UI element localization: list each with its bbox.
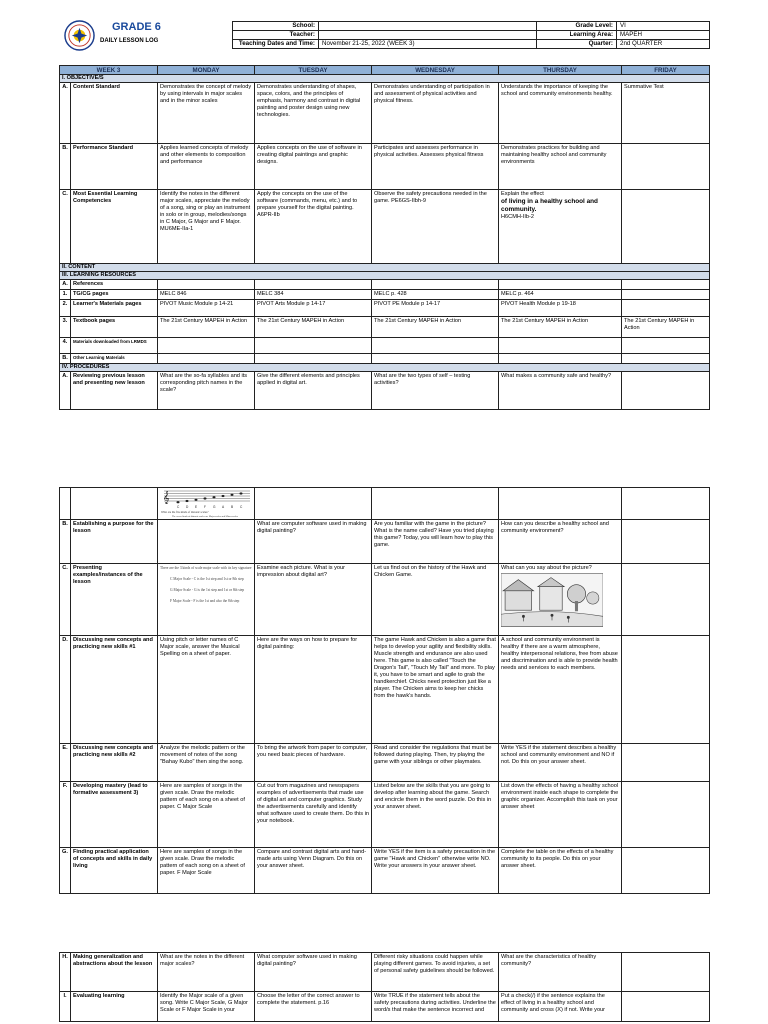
table-row: H. Making generalization and abstractions about the lesson What are the notes in the different major scales? What computer software used in making digital painting? Different risky situations could happen while playing different games. To avoid injuries, a set of personal safety guidelines should be followed. What are the characteristics of healthy community?	[60, 953, 710, 992]
table-row: A. Reviewing previous lesson and presenting new lesson What are the so-fa syllables and its corresponding pitch names in the scale? Give the different elements and principles applied in digital art. What are the two types of self – testing activities? What makes a community safe and healthy?	[60, 372, 710, 410]
table-row: 4. Materials downloaded from LRMDS	[60, 338, 710, 354]
staff-note	[195, 499, 198, 501]
table-row: B. Other Learning Materials	[60, 354, 710, 364]
area-value: MAPEH	[617, 31, 710, 40]
table-row: D. Discussing new concepts and practicing new skills #1 Using pitch or letter names of C Major scale, answer the Musical Spelling on a sheet of paper. Here are the ways on how to prepare for digital painting: The game Hawk and Chicken is also a game that helps to develop your agility and flexibility skills. Muscle strength and endurance are also used here. This game is also called "Touch the Dragon's Tail", "Touch My Tail" and more. To play it, you have to be smart and agile to grab the handkerchief. Chicks need protection just like a player. The Chicken aims to keep her chicks from the hawk's hands. A school and community environment is healthy if there are a warm atmosphere, healthy interpersonal relations, free from abuse and discrimination and is able to provide health needs and services to each members.	[60, 636, 710, 744]
quarter-label: Quarter:	[537, 40, 617, 49]
section-content: II. CONTENT	[60, 264, 710, 272]
school-value	[319, 22, 537, 31]
table-row: B. Performance Standard Applies learned concepts of melody and other elements to composition and performance Applies concepts on the use of software in creating digital paintings and graphic designs. Participates and assesses performance in physical activities. Assesses physical fitness Demonstrates practices for building and maintaining healthy school and community environments	[60, 144, 710, 190]
grade-level-value: VI	[617, 22, 710, 31]
staff-note-label: D	[186, 505, 189, 509]
table-row: C. Most Essential Learning Competencies Identify the notes in the different major scales, appreciate the melody of a song, sing or play an instrument in solo or in group, melodies/songs in C Major, G Major and F Major. MU6ME-IIa-1 Apply the concepts on the use of the software (commands, menu, etc.) and to prepare yourself for the digital painting. A6PR-IIb Observe the safety precautions needed in the game. PE6GS-IIbh-9 Explain the effect of living in a healthy school and community. H6CMH-IIb-2	[60, 190, 710, 264]
section-resources: III. LEARNING RESOURCES	[60, 272, 710, 280]
dates-label: Teaching Dates and Time:	[233, 40, 319, 49]
school-label: School:	[233, 22, 319, 31]
table-row: F. Developing mastery (lead to formative assessment 3) Here are samples of songs in the given scale. Draw the melodic pattern of each song on a sheet of paper. C Major Scale Cut out from magazines and newspapers examples of advertisements that made use of digital art and computer graphics. Study the advertisements carefully and identify what software used to create them. Do this in your notebook. Listed below are the skills that you are going to develop after learning about the game. Search and encircle them in the word puzzle. Do this in your answer sheet. List down the effects of having a healthy school environment inside each shape to complete the graphic organizer. Accomplish this task on your answer sheet	[60, 782, 710, 848]
table-row: C. Presenting examples/instances of the lesson There are the 3 kinds of scale major scale with its key signature C Major Scale - C is the 1st step and 1st or 8th step G Major Scale - G is the 1st step and 1st or 8th step F Major Scale - F is the 1st and also the 8th step Examine each picture. What is your impression about digital art? Let us find out on the history of the Hawk and Chicken Game. What can you say about the picture?	[60, 564, 710, 636]
table-row: 2. Learner's Materials pages PIVOT Music Module p 14-21 PIVOT Arts Module p 14-17 PIVOT PE Module p 14-17 PIVOT Health Module p 19-18	[60, 300, 710, 317]
teacher-label: Teacher:	[233, 31, 319, 40]
table-row: I. Evaluating learning Identify the Major scale of a given song. Write C Major Scale, G Major Scale or F Major Scale in your Choose the letter of the correct answer to complete the statement. p.16 Write TRUE if the statement tells about the safety precautions during activities. Underline the word/s that make the sentence incorrect and Put a check(/) if the sentence explains the effect of living in a healthy school and community and cross (X) if not. Write your	[60, 992, 710, 1022]
row-label: Most Essential Learning Competencies	[71, 190, 158, 264]
grade-title: GRADE 6	[112, 21, 161, 33]
music-staff-image	[158, 488, 254, 519]
section-procedures: IV. PROCEDURES	[60, 364, 710, 372]
staff-note	[186, 500, 189, 502]
table-row	[60, 488, 710, 520]
staff-note	[213, 496, 216, 498]
row-label: Performance Standard	[71, 144, 158, 190]
log-type: DAILY LESSON LOG	[100, 38, 159, 44]
table-row: A. Content Standard Demonstrates the concept of melody by using intervals in major scales and in the minor scales Demonstrates understanding of shapes, space, colors, and the principles of emphasis, harmony and contrast in digital painting and poster design using new technologies. Demonstrates understanding of participation in and assessment of physical activities and physical fitness. Understands the importance of keeping the school and community environments healthy. Summative Test	[60, 83, 710, 144]
staff-note-label: C	[177, 505, 180, 509]
header-band	[59, 16, 709, 55]
section-objectives: I. OBJECTIVE/S	[60, 75, 710, 83]
table-row: E. Discussing new concepts and practicing new skills #2 Analyze the melodic pattern or the movement of notes of the song "Bahay Kubo" then sing the song. To bring the artwork from paper to computer, you need basic pieces of hardware. Read and consider the regulations that must be followed during playing. Then, try playing the game with your siblings or other playmates. Write YES if the statement describes a healthy school and community environment and NO if not. Do this on your answer sheet.	[60, 744, 710, 782]
row-label: Content Standard	[71, 83, 158, 144]
scale-image-cell: There are the 3 kinds of scale major scale with its key signature C Major Scale - C is the 1st step and 1st or 8th step G Major Scale - G is the 1st step and 1st or 8th step F Major Scale - F is the 1st and also the 8th step	[158, 564, 255, 636]
staff-note-label: C	[240, 505, 243, 509]
community-picture	[501, 573, 603, 627]
staff-note-label: E	[195, 505, 198, 509]
svg-text:𝄞: 𝄞	[163, 491, 170, 504]
col-friday: FRIDAY	[622, 66, 710, 75]
dates-value: November 21-25, 2022 (WEEK 3)	[319, 40, 537, 49]
table-row: A. References	[60, 280, 710, 290]
staff-note	[240, 492, 243, 494]
teacher-value	[319, 31, 537, 40]
grade-level-label: Grade Level:	[537, 22, 617, 31]
lesson-table-part1	[59, 65, 709, 410]
col-monday: MONDAY	[158, 66, 255, 75]
col-wednesday: WEDNESDAY	[372, 66, 499, 75]
staff-note-label: G	[213, 505, 216, 509]
staff-note	[222, 495, 225, 497]
table-row: 3. Textbook pages The 21st Century MAPEH in Action The 21st Century MAPEH in Action The 21st Century MAPEH in Action The 21st Century MAPEH in Action The 21st Century MAPEH in Action	[60, 317, 710, 338]
staff-note-label: A	[222, 505, 225, 509]
staff-note-label: B	[231, 505, 234, 509]
staff-subcaption: The seven kinds of diatonic scales are Major scales and Minor scales	[172, 515, 238, 518]
staff-caption: What are the five kinds of diatonic scales?	[161, 511, 209, 514]
col-tuesday: TUESDAY	[255, 66, 372, 75]
staff-note	[177, 501, 180, 503]
deped-seal-icon	[64, 20, 95, 51]
day-header-row	[60, 66, 710, 75]
area-label: Learning Area:	[537, 31, 617, 40]
lesson-table-part2	[59, 487, 709, 894]
staff-note	[204, 497, 207, 499]
col-thursday: THURSDAY	[499, 66, 622, 75]
table-row: G. Finding practical application of concepts and skills in daily living Here are samples of songs in the given scale. Draw the melodic pattern of each song on a sheet of paper. F Major Scale Compare and contrast digital arts and hand-made arts using Venn Diagram. Do this on your answer sheet. Write YES if the item is a safety precaution in the game "Hawk and Chicken" otherwise write NO. Write your answers in your answer sheet. Complete the table on the effects of a healthy community to its people. Do this on your answer sheet.	[60, 848, 710, 894]
header-info-table	[232, 21, 710, 49]
col-week: WEEK 3	[60, 66, 158, 75]
lesson-table-part3	[59, 952, 709, 1022]
table-row: B. Establishing a purpose for the lesson What are computer software used in making digital painting? Are you familiar with the game in the picture? What is the name called? Have you tried playing this game? Today, you will learn how to play this game. How can you describe a healthy school and community environment?	[60, 520, 710, 564]
staff-note-label: F	[204, 505, 206, 509]
staff-image-cell	[158, 488, 255, 520]
staff-note	[231, 494, 234, 496]
table-row: 1. TG/CG pages MELC 846 MELC 384 MELC p. 428 MELC p. 464	[60, 290, 710, 300]
quarter-value: 2nd QUARTER	[617, 40, 710, 49]
